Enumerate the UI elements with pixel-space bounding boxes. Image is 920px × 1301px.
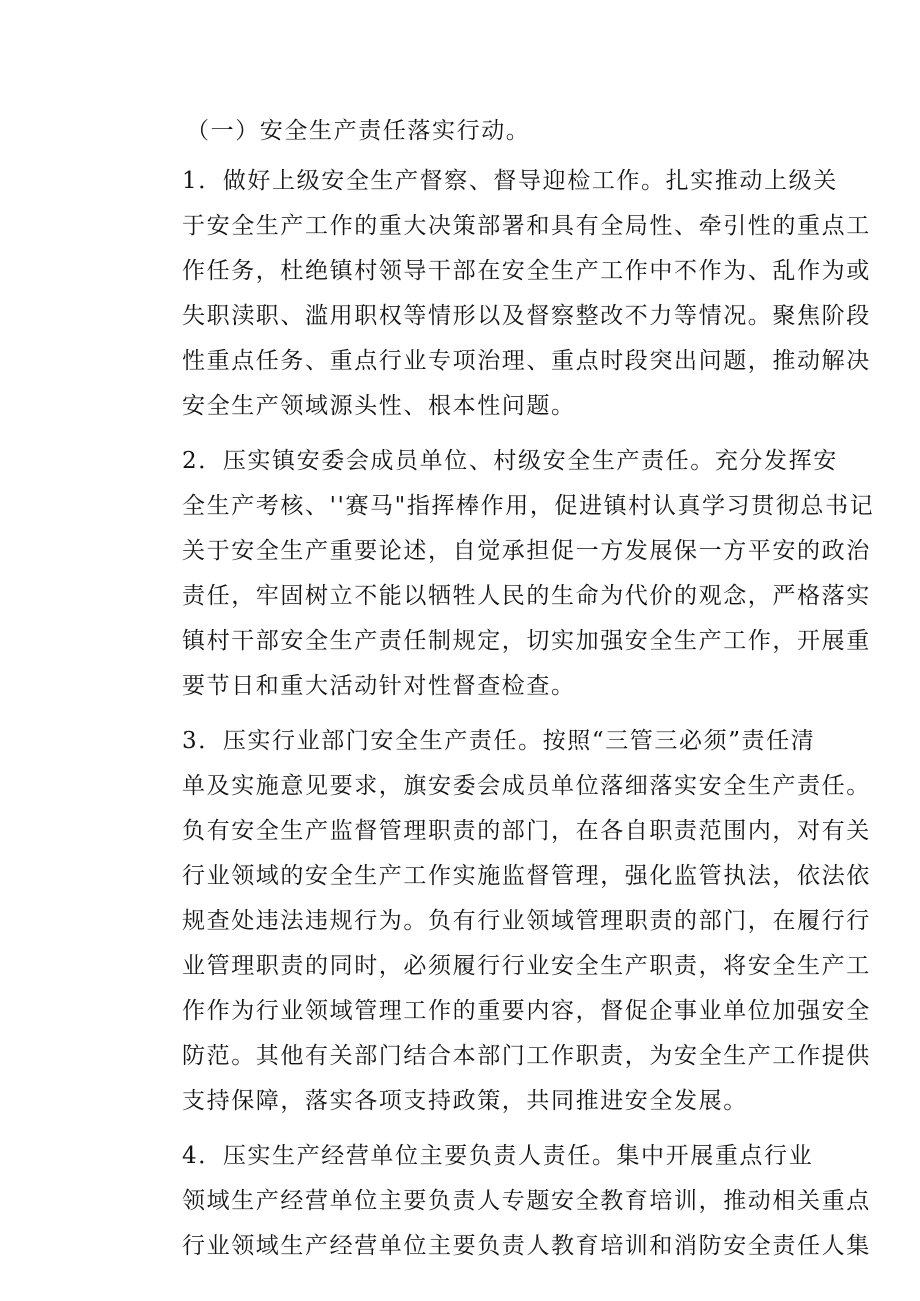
text-line: 业管理职责的同时，必须履行行业安全生产职责，将安全生产工 <box>182 953 871 979</box>
text-line: 全生产考核、''赛马"指挥棒作用，促进镇村认真学习贯彻总书记 <box>182 493 875 519</box>
text-line: 支持保障，落实各项支持政策，共同推进安全发展。 <box>182 1088 748 1114</box>
paragraph-2 <box>136 439 875 709</box>
text-line: 安全生产领域源头性、根本性问题。 <box>182 393 576 419</box>
text-line: 行业领域的安全生产工作实施监督管理，强化监管执法，依法依 <box>182 863 871 889</box>
paragraph-3 <box>136 719 871 1124</box>
document-body <box>136 110 875 1269</box>
text-line: 要节日和重大活动针对性督查检查。 <box>182 673 576 699</box>
text-line: 作任务，杜绝镇村领导干部在安全生产工作中不作为、乱作为或 <box>182 258 871 284</box>
text-line: 于安全生产工作的重大决策部署和具有全局性、牵引性的重点工 <box>182 213 871 239</box>
text-line: 2．压实镇安委会成员单位、村级安全生产责任。充分发挥安 <box>182 448 838 474</box>
text-line: 4．压实生产经营单位主要负责人责任。集中开展重点行业 <box>182 1143 814 1169</box>
paragraph-1 <box>136 159 871 429</box>
text-line: 关于安全生产重要论述，自觉承担促一方发展保一方平安的政治 <box>182 538 871 564</box>
text-line: 作作为行业领域管理工作的重要内容，督促企事业单位加强安全 <box>182 998 871 1024</box>
text-line: 责任，牢固树立不能以牺牲人民的生命为代价的观念，严格落实 <box>182 583 871 609</box>
text-line: 单及实施意见要求，旗安委会成员单位落细落实安全生产责任。 <box>182 773 871 799</box>
text-line: 失职渎职、滥用职权等情形以及督察整改不力等情况。聚焦阶段 <box>182 303 871 329</box>
text-line: 行业领域生产经营单位主要负责人教育培训和消防安全责任人集 <box>182 1233 871 1259</box>
paragraph-4 <box>136 1134 871 1269</box>
text-line: 负有安全生产监督管理职责的部门，在各自职责范围内，对有关 <box>182 818 871 844</box>
text-line: 规查处违法违规行为。负有行业领域管理职责的部门，在履行行 <box>182 908 871 934</box>
text-line: 镇村干部安全生产责任制规定，切实加强安全生产工作，开展重 <box>182 628 871 654</box>
text-line: 领域生产经营单位主要负责人专题安全教育培训，推动相关重点 <box>182 1188 871 1214</box>
text-line: 3．压实行业部门安全生产责任。按照“三管三必须”责任清 <box>182 728 816 754</box>
section-heading: （一）安全生产责任落实行动。 <box>186 118 531 144</box>
text-line: 防范。其他有关部门结合本部门工作职责，为安全生产工作提供 <box>182 1043 871 1069</box>
text-line: 1．做好上级安全生产督察、督导迎检工作。扎实推动上级关 <box>182 168 838 194</box>
text-line: 性重点任务、重点行业专项治理、重点时段突出问题，推动解决 <box>182 348 871 374</box>
